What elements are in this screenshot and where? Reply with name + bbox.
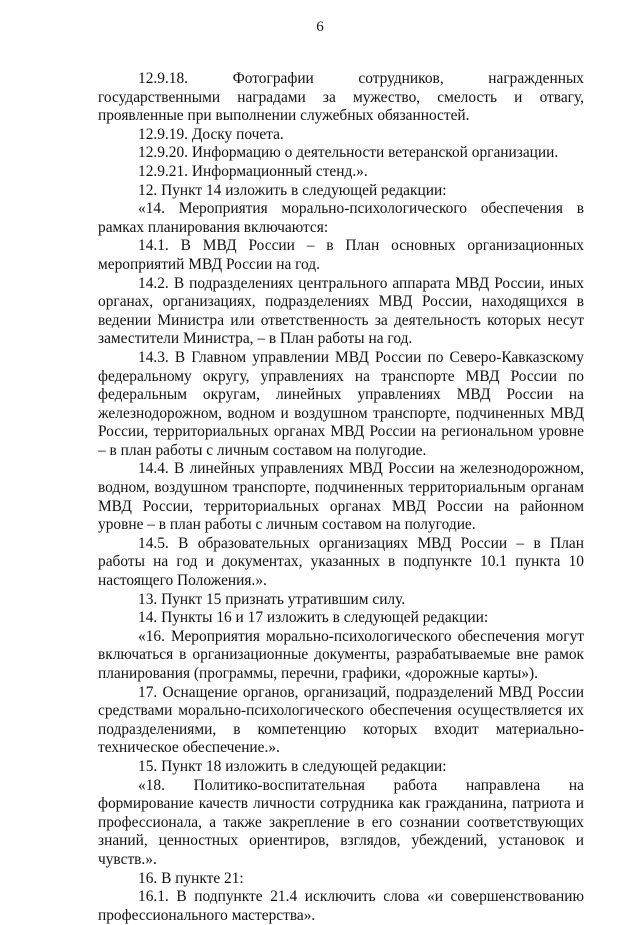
paragraph-14-2: 14.2. В подразделениях центрального аппарата МВД России, иных органах, организациях, подразделениях МВД России, находящихся в ведении Министра или ответственность за деятельность которых несут заместители Министра, – в План работы на год. xyxy=(98,274,584,348)
paragraph-18: «18. Политико-воспитательная работа направлена на формирование качеств личности сотрудника как гражданина, патриота и профессионала, а также закрепление в его сознании соответствующих знаний, ценностных ориентиров, взглядов, убеждений, установок и чувств.». xyxy=(98,776,584,868)
paragraph-14-5: 14.5. В образовательных организациях МВД России – в План работы на год и документах, указанных в подпункте 10.1 пункта 10 настоящего Положения.». xyxy=(98,534,584,590)
paragraph-item-12: 12. Пункт 14 изложить в следующей редакции: xyxy=(138,181,447,199)
document-body xyxy=(98,70,584,925)
paragraph-12-9-20: 12.9.20. Информацию о деятельности ветеранской организации. xyxy=(138,144,559,162)
paragraph-16-1: 16.1. В подпункте 21.4 исключить слова «и совершенствованию профессионального мастерства». xyxy=(98,888,584,924)
paragraph-14-1: 14.1. В МВД России – в План основных организационных мероприятий МВД России на год. xyxy=(98,237,584,273)
paragraph-item-16: 16. В пункте 21: xyxy=(138,869,244,887)
page-number: 6 xyxy=(316,19,324,35)
paragraph-item-14: 14. Пункты 16 и 17 изложить в следующей редакции: xyxy=(138,609,489,627)
paragraph-12-9-18: 12.9.18. Фотографии сотрудников, награжденных государственными наградами за мужество, смелость и отвагу, проявленные при выполнении служебных обязанностей. xyxy=(98,70,584,125)
paragraph-17: 17. Оснащение органов, организаций, подразделений МВД России средствами морально-психологического обеспечения осуществляется их подразделениями, в компетенцию которых входит материально-техническое обеспечение.». xyxy=(98,683,584,757)
paragraph-14-4: 14.4. В линейных управлениях МВД России на железнодорожном, водном, воздушном транспорте, подчиненных территориальным органам МВД России, территориальных органах МВД России на районном уровне – в план работы с личным составом на полугодие. xyxy=(98,460,584,534)
paragraph-12-9-21: 12.9.21. Информационный стенд.». xyxy=(138,162,368,180)
paragraph-item-15: 15. Пункт 18 изложить в следующей редакции: xyxy=(138,757,447,775)
paragraph-14: «14. Мероприятия морально-психологического обеспечения в рамках планирования включаются: xyxy=(98,200,584,236)
paragraph-item-13: 13. Пункт 15 признать утратившим силу. xyxy=(138,590,406,608)
paragraph-12-9-19: 12.9.19. Доску почета. xyxy=(138,125,284,143)
paragraph-14-3: 14.3. В Главном управлении МВД России по Северо-Кавказскому федеральному округу, управлениях на транспорте МВД России по федеральным округам, линейных управлениях МВД России на железнодорожном, водном и воздушном транспорте, подчиненных МВД России, территориальных органах МВД России на региональном уровне – в план работы с личным составом на полугодие. xyxy=(98,348,584,459)
paragraph-16: «16. Мероприятия морально-психологического обеспечения могут включаться в организационные документы, разрабатываемые вне рамок планирования (программы, перечни, графики, «дорожные карты»). xyxy=(98,627,584,682)
